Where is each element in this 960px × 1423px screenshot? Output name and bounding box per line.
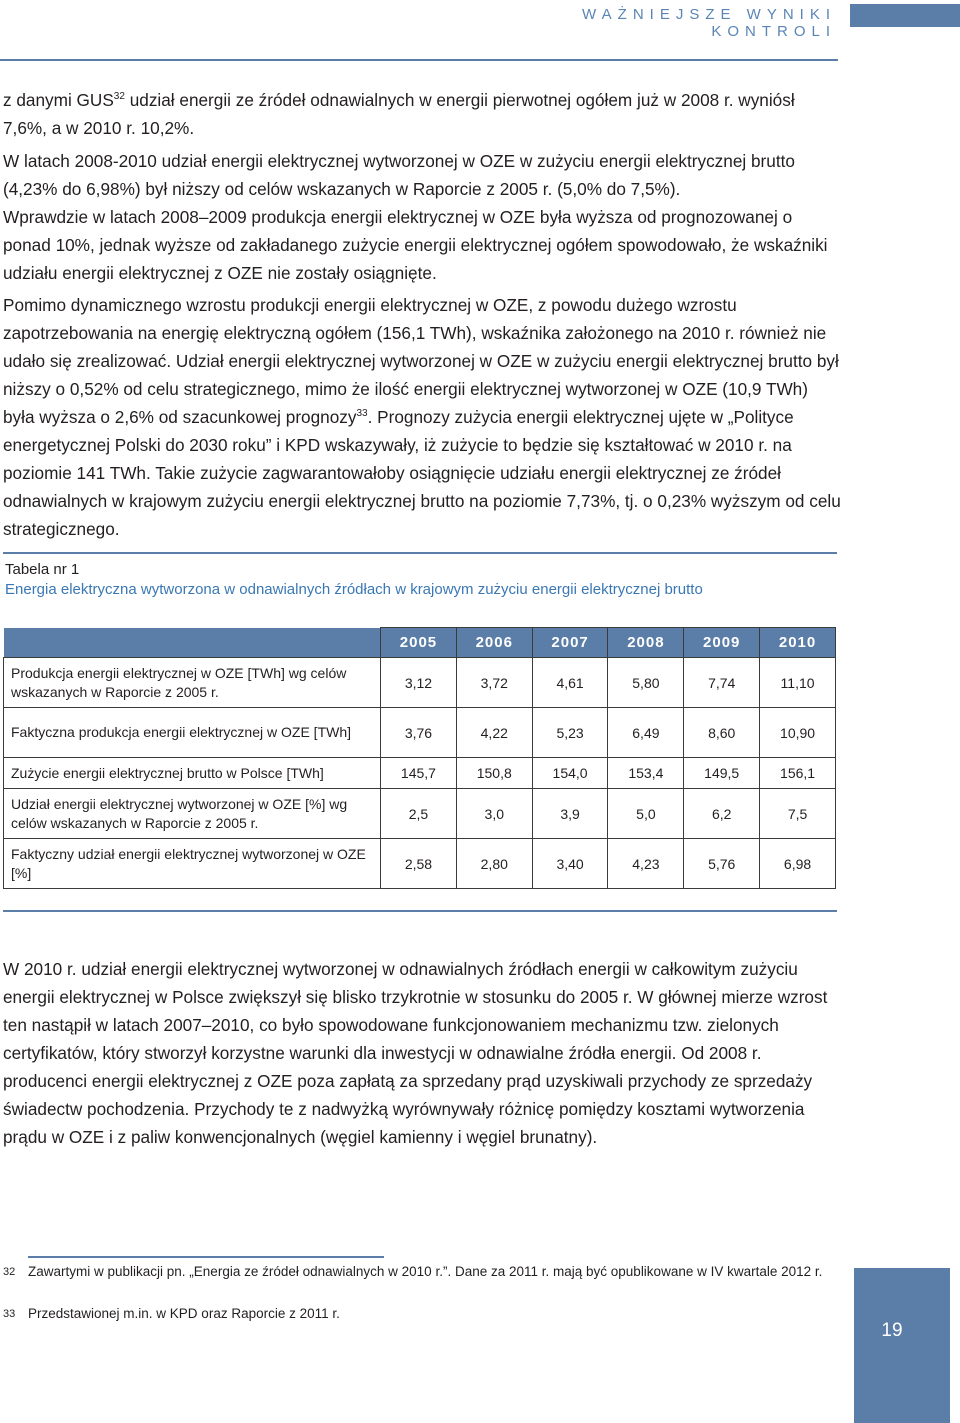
table-cell: 6,49 [608,708,684,758]
row-label: Faktyczny udział energii elektrycznej wytworzonej w OZE [%] [4,839,381,889]
table-cell: 153,4 [608,758,684,789]
table-cell: 4,22 [456,708,532,758]
table-row [4,839,836,889]
table-cell: 2,58 [381,839,457,889]
row-label: Produkcja energii elektrycznej w OZE [TWh] wg celów wskazanych w Raporcie z 2005 r. [4,658,381,708]
table-cell: 6,98 [760,839,836,889]
table-cell: 150,8 [456,758,532,789]
running-header: WAŻNIEJSZE WYNIKI KONTROLI [582,6,836,40]
table-cell: 8,60 [684,708,760,758]
paragraph-5: W 2010 r. udział energii elektrycznej wytworzonej w odnawialnych źródłach energii w całkowitym zużyciu energii elektrycznej w Polsce zwiększył się blisko trzykrotnie w stosunku do 2005 r. W głównej mierze wzrost ten nastąpił w latach 2007–2010, co było spowodowane funkcjonowaniem mechanizmu tzw. zielonych certyfikatów, który stworzył korzystne warunki dla inwestycji w odnawialne źródła energii. Od 2008 r. producenci energii elektrycznej z OZE poza zapłatą za sprzedany prąd uzyskiwali przychody ze sprzedaży świadectw pochodzenia. Przychody te z nadwyżką wyrównywały różnicę pomiędzy kosztami wytworzenia prądu w OZE i z paliw konwencjonalnych (węgiel kamienny i węgiel brunatny). [3,959,828,1147]
table-cell: 149,5 [684,758,760,789]
table-row [4,789,836,839]
table-bottom-rule [3,910,837,912]
table-cell: 5,0 [608,789,684,839]
footnote-33 [3,1304,848,1324]
table-row [4,758,836,789]
table-corner-cell [4,628,381,658]
row-label: Zużycie energii elektrycznej brutto w Polsce [TWh] [4,758,381,789]
table-cell: 10,90 [760,708,836,758]
table-header-row [4,628,836,658]
footnote-text: Zawartymi w publikacji pn. „Energia ze źródeł odnawialnych w 2010 r.”. Dane za 2011 r. mają być opublikowane w IV kwartale 2012 r. [28,1264,823,1279]
paragraph-3: Wprawdzie w latach 2008–2009 produkcja energii elektrycznej w OZE była wyższa od prognozowanej o ponad 10%, jednak wyższe od zakładanego zużycie energii elektrycznej ogółem spowodowało, że wskaźniki udziału energii elektrycznej z OZE nie zostały osiągnięte. [3,207,828,283]
paragraph-2: W latach 2008-2010 udział energii elektrycznej wytworzonej w OZE w zużyciu energii elektrycznej brutto (4,23% do 6,98%) był niższy od celów wskazanych w Raporcie z 2005 r. (5,0% do 7,5%). [3,151,795,199]
year-header: 2007 [532,628,608,658]
footnote-text: Przedstawionej m.in. w KPD oraz Raporcie z 2011 r. [28,1306,340,1321]
table-cell: 5,80 [608,658,684,708]
header-rule [0,59,838,61]
page-number-box [854,1268,950,1423]
footnote-rule [28,1256,384,1258]
table-cell: 5,23 [532,708,608,758]
table-cell: 3,76 [381,708,457,758]
footnote-number: 32 [3,1266,16,1278]
year-header: 2010 [760,628,836,658]
footnote-number: 33 [3,1308,16,1320]
table-cell: 2,80 [456,839,532,889]
table-cell: 7,74 [684,658,760,708]
year-header: 2008 [608,628,684,658]
footnote-32 [3,1262,848,1282]
table-top-rule [3,552,837,554]
table-cell: 156,1 [760,758,836,789]
table-cell: 145,7 [381,758,457,789]
data-table [3,627,836,889]
header-color-block [850,4,960,27]
table-cell: 11,10 [760,658,836,708]
table-row [4,708,836,758]
page-number: 19 [881,1320,903,1341]
year-header: 2005 [381,628,457,658]
table-cell: 3,9 [532,789,608,839]
table-cell: 2,5 [381,789,457,839]
table-cell: 6,2 [684,789,760,839]
year-header: 2006 [456,628,532,658]
row-label: Udział energii elektrycznej wytworzonej w OZE [%] wg celów wskazanych w Raporcie z 2005 r. [4,789,381,839]
paragraph-1: z danymi GUS$^{32}$ udział energii ze źródeł odnawialnych w energii pierwotnej ogółem już w 2008 r. wyniósł 7,6%, a w 2010 r. 10,2%. [3,90,795,138]
table-cell: 4,23 [608,839,684,889]
table-cell: 3,0 [456,789,532,839]
paragraph-4: Pomimo dynamicznego wzrostu produkcji energii elektrycznej w OZE, z powodu dużego wzrostu zapotrzebowania na energię elektryczną ogółem (156,1 TWh), wskaźnika założonego na 2010 r. również nie udało się zrealizować. Udział energii elektrycznej wytworzonej w OZE w zużyciu energii elektrycznej brutto był niższy o 0,52% od celu strategicznego, mimo że ilość energii elektrycznej wytworzonej w OZE (10,9 TWh) była wyższa o 2,6% od szacunkowej prognozy$^{33}$. Prognozy zużycia energii elektrycznej ujęte w „Polityce energetycznej Polski do 2030 roku” i KPD wskazywały, iż zużycie to będzie się kształtować w 2010 r. na poziomie 141 TWh. Takie zużycie zagwarantowałoby osiągnięcie udziału energii elektrycznej ze źródeł odnawialnych w krajowym zużyciu energii elektrycznej brutto na poziomie 7,73%, tj. o 0,23% wyższym od celu strategicznego. [3,295,841,539]
row-label: Faktyczna produkcja energii elektrycznej w OZE [TWh] [4,708,381,758]
table-cell: 5,76 [684,839,760,889]
table-cell: 7,5 [760,789,836,839]
table-cell: 3,72 [456,658,532,708]
table-title: Energia elektryczna wytworzona w odnawialnych źródłach w krajowym zużyciu energii elektrycznej brutto [5,581,703,598]
table-caption [5,560,703,600]
table-label: Tabela nr 1 [5,561,80,578]
year-header: 2009 [684,628,760,658]
table-cell: 3,40 [532,839,608,889]
table-cell: 154,0 [532,758,608,789]
table-cell: 3,12 [381,658,457,708]
table-row [4,658,836,708]
table-cell: 4,61 [532,658,608,708]
